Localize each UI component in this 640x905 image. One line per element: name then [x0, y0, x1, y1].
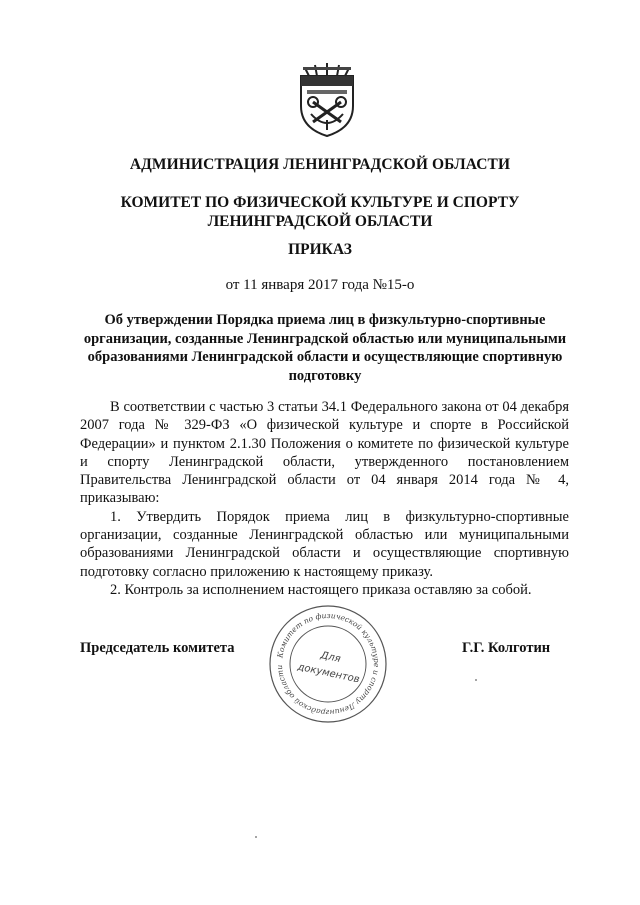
leningrad-oblast-coat-of-arms-icon — [297, 62, 357, 138]
order-item-1: 1. Утвердить Порядок приема лиц в физкультурно-спортивные организации, созданные Ленинградской областью или муниципальными образованиями Ленинградской области и осуществляющие спортивную подготовку согласно приложению к настоящему приказу. — [80, 508, 569, 580]
subject-line-4: подготовку — [288, 367, 362, 384]
stamp-inner-text-line2: документов — [296, 661, 361, 686]
document-type: ПРИКАЗ — [288, 241, 352, 258]
scan-speck — [475, 679, 477, 681]
committee-title-line1: КОМИТЕТ ПО ФИЗИЧЕСКОЙ КУЛЬТУРЕ И СПОРТУ — [120, 194, 520, 211]
subject-line-3: образованиями Ленинградской области и осуществляющие спортивную — [87, 349, 563, 365]
order-body — [80, 398, 569, 599]
administration-title: АДМИНИСТРАЦИЯ ЛЕНИНГРАДСКОЙ ОБЛАСТИ — [129, 156, 511, 173]
signatory-name: Г.Г. Колготин — [462, 640, 551, 656]
stamp-ring-text: Комитет по физической культуре и спорту Ленинградской области — [274, 610, 382, 718]
svg-text:Комитет по физической культуре — [275, 611, 381, 717]
order-subject — [80, 311, 570, 385]
stamp-inner-text-line1: Для — [319, 650, 342, 666]
scan-speck — [255, 836, 257, 838]
committee-title — [0, 193, 640, 231]
subject-line-1: Об утверждении Порядка приема лиц в физкультурно-спортивные — [104, 312, 546, 328]
order-date-number: от 11 января 2017 года №15-о — [225, 277, 415, 293]
signatory-position: Председатель комитета — [80, 640, 235, 656]
order-item-2: 2. Контроль за исполнением настоящего приказа оставляю за собой. — [110, 581, 532, 598]
subject-line-2: организации, созданные Ленинградской областью или муниципальными — [83, 330, 567, 347]
official-stamp — [268, 600, 388, 728]
committee-title-line2: ЛЕНИНГРАДСКОЙ ОБЛАСТИ — [207, 213, 433, 230]
preamble-paragraph: В соответствии с частью 3 статьи 34.1 Федерального закона от 04 декабря 2007 года № 329-ФЗ «О физической культуре и спорте в Российской Федерации» и пунктом 2.1.30 Положения о комитете по физической культуре и спорту Ленинградской области, утвержденного постановлением Правительства Ленинградской области от 04 января 2014 года № 4, приказываю: — [80, 399, 569, 507]
